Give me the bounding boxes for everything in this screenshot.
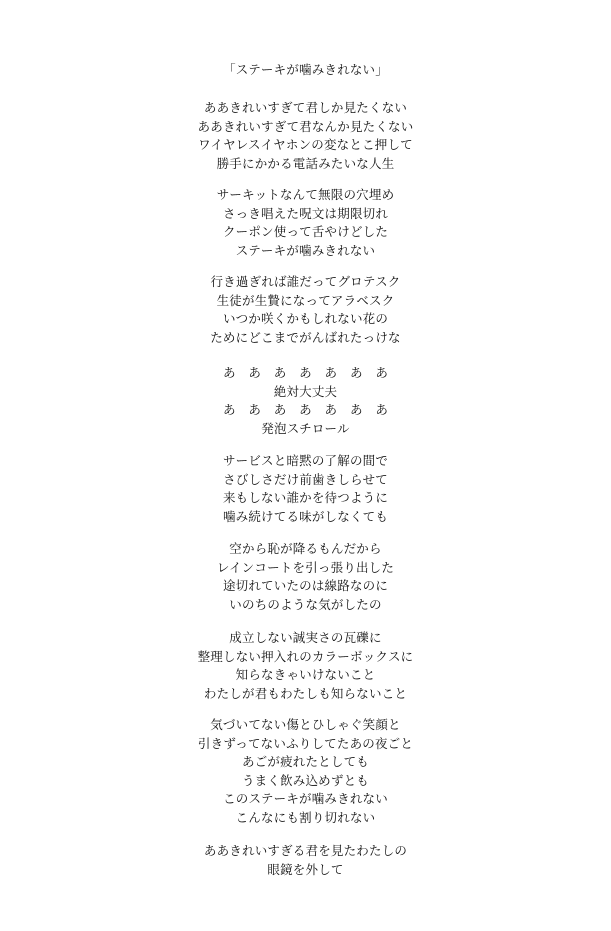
lyric-line: ああきれいすぎて君しか見たくない: [203, 100, 408, 115]
lyric-line: 眼鏡を外して: [267, 861, 344, 877]
lyric-line: 引きずってないふりしてたあの夜ごと: [197, 735, 414, 751]
lyric-line: 途切れていたのは線路なのに: [222, 578, 389, 594]
stanza-7: [0, 629, 611, 703]
lyric-line: ワイヤレスイヤホンの変なとこ押して: [198, 137, 413, 153]
lyric-line: サーキットなんて無限の穴埋め: [216, 187, 395, 202]
stanza-6: [0, 540, 611, 614]
lyric-line: 生徒が生贄になってアラベスク: [216, 292, 395, 308]
lyric-line: ステーキが噛みきれない: [235, 242, 376, 258]
lyric-line: ためにどこまでがんばれたっけな: [210, 329, 401, 345]
lyric-line: わたしが君もわたしも知らないこと: [203, 685, 408, 701]
stanza-2: [0, 186, 611, 260]
stanza-4: [0, 364, 611, 438]
lyric-line: こんなにも割り切れない: [235, 809, 376, 825]
lyric-line: 発泡スチロール: [261, 420, 350, 436]
lyric-line: 行き過ぎれば誰だってグロテスク: [210, 274, 401, 289]
lyric-line: いのちのような気がしたの: [229, 596, 382, 612]
lyric-line: 来もしない誰かを待つように: [222, 490, 389, 506]
lyric-line: 勝手にかかる電話みたいな人生: [216, 155, 395, 171]
stanza-5: [0, 452, 611, 526]
stanza-8: [0, 716, 611, 828]
lyric-line: さびしさだけ前歯きしらせて: [223, 471, 388, 487]
lyric-line: 成立しない誠実さの瓦礫に: [229, 630, 382, 645]
lyric-line: このステーキが噛みきれない: [223, 791, 388, 807]
lyric-line: 噛み続けてる味がしなくても: [222, 508, 389, 524]
lyric-line: 整理しない押入れのカラーボックスに: [197, 648, 414, 664]
lyric-line: 知らなきゃいけないこと: [235, 667, 376, 683]
lyric-line: サービスと暗黙の了解の間で: [222, 453, 389, 468]
lyric-line: レインコートを引っ張り出した: [216, 559, 395, 575]
stanza-1: [0, 99, 611, 173]
stanza-3: [0, 273, 611, 347]
lyric-line: 空から恥が降るもんだから: [229, 541, 382, 556]
stanza-9: [0, 842, 611, 879]
lyric-line: ああきれいすぎて君なんか見たくない: [197, 118, 414, 134]
lyric-line: あ あ あ あ あ あ あ: [222, 365, 389, 380]
lyric-line: 気づいてない傷とひしゃぐ笑顔と: [210, 717, 401, 732]
lyric-line: クーポン使って舌やけどした: [222, 224, 389, 240]
lyric-line: さっき唱えた呪文は期限切れ: [222, 205, 389, 221]
lyrics-title: 「ステーキが噛みきれない」: [223, 62, 388, 77]
lyric-line: あごが疲れたとしても: [241, 754, 369, 770]
lyric-line: いつか咲くかもしれない花の: [222, 311, 389, 327]
lyric-line: ああきれいすぎる君を見たわたしの: [203, 843, 408, 858]
lyric-line: あ あ あ あ あ あ あ: [222, 402, 389, 418]
lyric-line: うまく飲み込めずとも: [241, 772, 369, 788]
lyric-line: 絶対大丈夫: [273, 383, 338, 399]
